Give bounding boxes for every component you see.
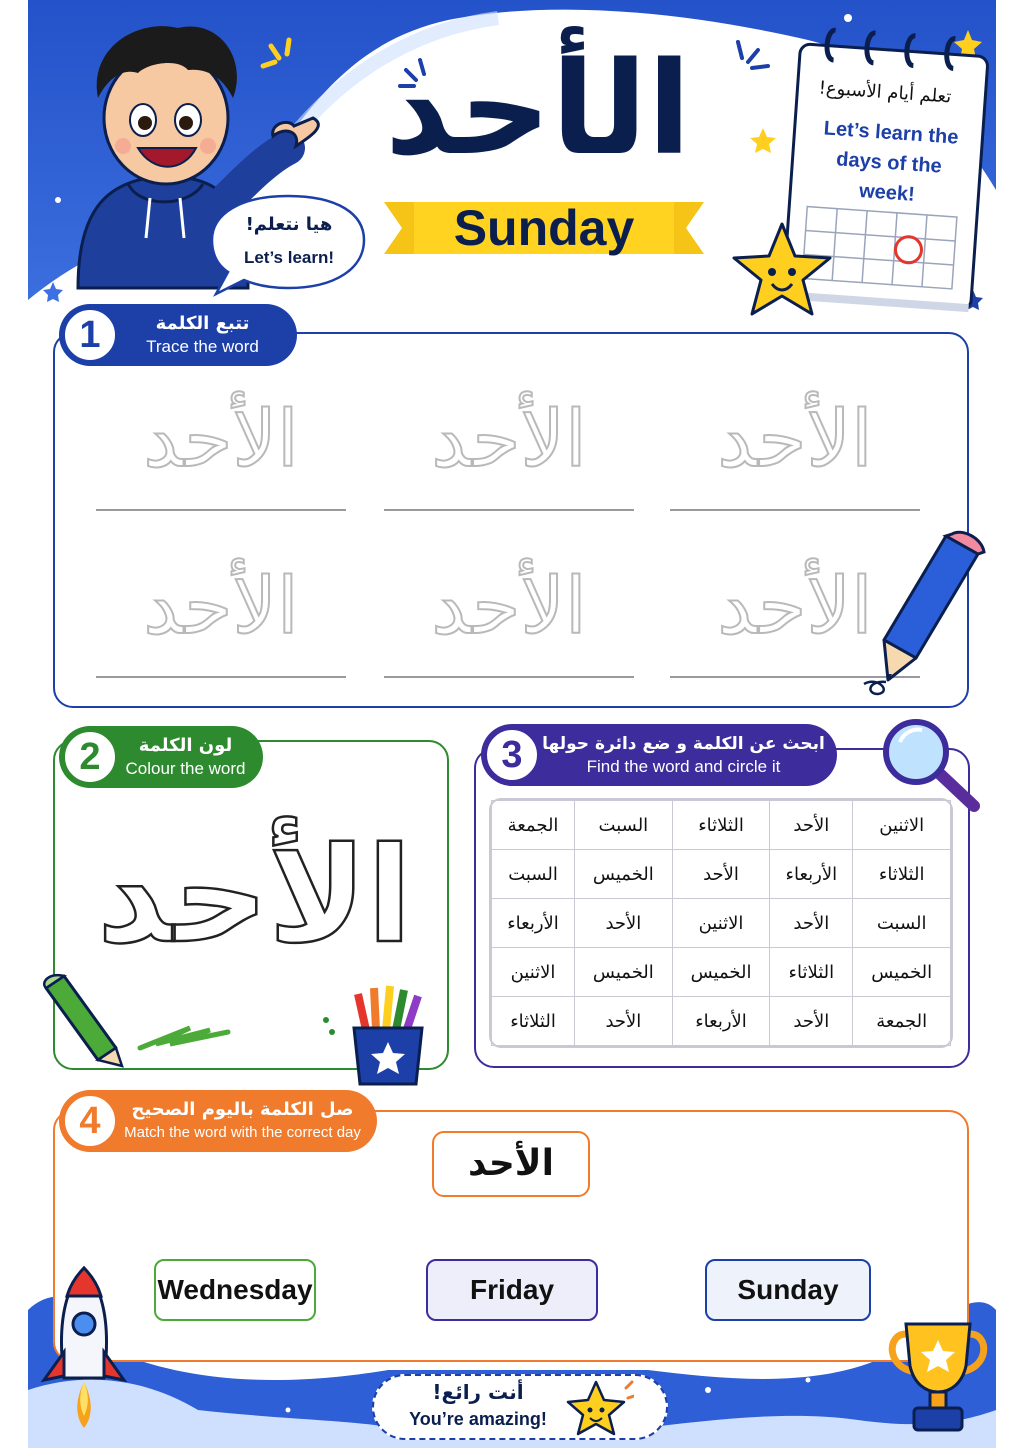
match-title-english: Match the word with the correct day [124,1124,361,1141]
table-row [492,997,951,1046]
page-title-english: Sunday [453,200,635,256]
rocket-icon [34,1262,134,1432]
pencil-icon [858,530,994,700]
grid-cell[interactable]: الأحد [770,997,853,1046]
find-title-arabic: ابحث عن الكلمة و ضع دائرة حولها [542,734,825,754]
worksheet-page [28,0,996,1448]
table-row [492,801,951,850]
grid-cell[interactable]: الثلاثاء [853,850,951,899]
green-pencil-icon [40,972,240,1068]
calendar-text-english: Let’s learn the days of the week! [823,117,960,206]
match-option-friday[interactable]: Friday [426,1259,598,1321]
footer-text-english: You’re amazing! [409,1409,547,1429]
grid-cell[interactable]: الخميس [575,948,673,997]
sparkle-right-icon [728,38,778,78]
table-row [492,850,951,899]
section-number-2: 2 [62,729,118,785]
trace-cell[interactable] [670,385,920,515]
writing-line [670,509,920,511]
grid-cell[interactable]: الأحد [770,801,853,850]
writing-line [96,676,346,678]
match-source-word[interactable]: الأحد [432,1131,590,1197]
calendar-text-arabic: تعلم أيام الأسبوع! [818,77,952,108]
trace-cell[interactable] [384,385,634,515]
table-row [492,899,951,948]
grid-cell[interactable]: الخميس [575,850,673,899]
grid-cell[interactable]: الأربعاء [672,997,770,1046]
section-number-1: 1 [62,307,118,363]
trace-dotted-word: الأحد [431,562,587,652]
match-title-arabic: صل الكلمة باليوم الصحيح [131,1099,354,1120]
grid-cell[interactable]: الأربعاء [770,850,853,899]
grid-cell[interactable]: الخميس [672,948,770,997]
trace-title-english: Trace the word [146,337,259,356]
trace-cell[interactable] [96,552,346,682]
match-section-header [59,1090,377,1152]
trace-section-header [59,304,297,366]
match-option-sunday[interactable]: Sunday [705,1259,871,1321]
grid-cell[interactable]: الأحد [770,899,853,948]
writing-line [384,509,634,511]
grid-cell[interactable]: الاثنين [853,801,951,850]
trace-cell[interactable] [96,385,346,515]
grid-cell[interactable]: الجمعة [492,801,575,850]
bubble-text-arabic: هيا نتعلم! [245,214,333,235]
trace-dotted-word: الأحد [431,395,587,485]
bubble-text-english: Let’s learn! [243,248,335,267]
trace-title-arabic: تتبع الكلمة [155,313,250,334]
grid-cell[interactable]: الاثنين [672,899,770,948]
section-number-3: 3 [484,727,540,783]
grid-cell[interactable]: الجمعة [853,997,951,1046]
trophy-icon [884,1318,992,1436]
colour-title-english: Colour the word [125,759,246,778]
speech-bubble [208,192,368,298]
writing-line [384,676,634,678]
smiling-star-icon [728,220,836,320]
footer-text-arabic: أنت رائع! [432,1380,524,1404]
colour-section-header [59,726,263,788]
pencil-cup-icon [318,980,438,1086]
grid-cell[interactable]: الأربعاء [492,899,575,948]
grid-cell[interactable]: الخميس [853,948,951,997]
trace-dotted-word: الأحد [143,395,299,485]
page-title-arabic: الأحد [384,35,692,184]
sparkle-lines-icon [253,36,313,96]
table-row [492,948,951,997]
trace-dotted-word: الأحد [717,395,873,485]
find-section-header [481,724,837,786]
sparkle-left-icon [398,56,448,96]
grid-cell[interactable]: الاثنين [492,948,575,997]
trace-dotted-word: الأحد [717,562,873,652]
grid-cell[interactable]: السبت [853,899,951,948]
footer-star-icon [564,1378,634,1438]
colour-title-arabic: لون الكلمة [138,735,233,756]
grid-cell[interactable]: الأحد [575,997,673,1046]
word-search-grid [491,800,951,1046]
find-title-english: Find the word and circle it [586,757,781,776]
writing-line [96,509,346,511]
colour-outline-word[interactable]: الأحد [97,819,412,973]
grid-cell[interactable]: الأحد [575,899,673,948]
grid-cell[interactable]: الثلاثاء [672,801,770,850]
grid-cell[interactable]: الثلاثاء [492,997,575,1046]
grid-cell[interactable]: الثلاثاء [770,948,853,997]
grid-cell[interactable]: السبت [575,801,673,850]
trace-cell[interactable] [384,552,634,682]
grid-cell[interactable]: الأحد [672,850,770,899]
grid-cell[interactable]: السبت [492,850,575,899]
section-number-4: 4 [62,1093,118,1149]
match-option-wednesday[interactable]: Wednesday [154,1259,316,1321]
trace-dotted-word: الأحد [143,562,299,652]
